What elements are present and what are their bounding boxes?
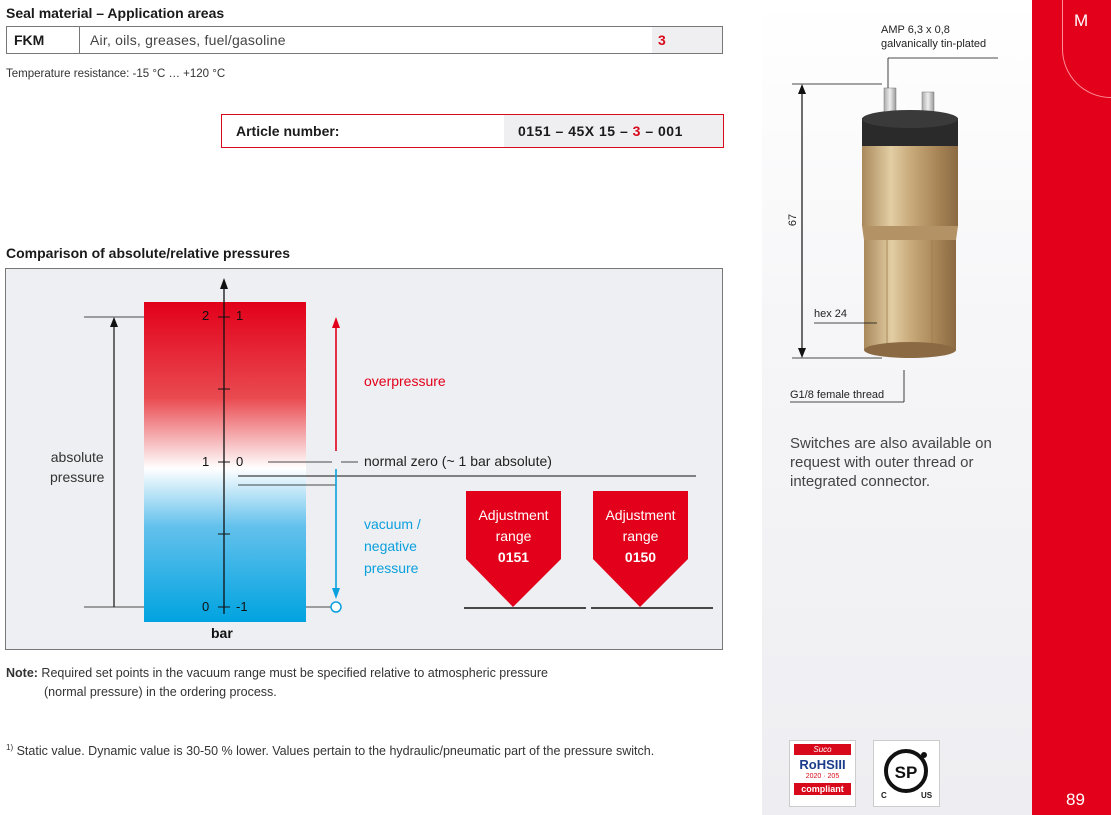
rel-label-0: 0 xyxy=(236,454,244,469)
tick-label-2: 2 xyxy=(202,308,210,323)
amp-label xyxy=(881,23,986,51)
amp-label-line2: galvanically tin-plated xyxy=(881,38,987,50)
adjustment-0151-line2: range xyxy=(495,528,532,544)
switch-body-hex xyxy=(864,240,956,350)
tick-label-1: 1 xyxy=(202,454,210,469)
absolute-pressure-label xyxy=(50,447,104,487)
csa-c: C xyxy=(881,791,887,800)
pressure-diagram xyxy=(5,268,723,650)
switch-cap-top xyxy=(862,110,958,128)
comparison-title: Comparison of absolute/relative pressures xyxy=(6,245,290,261)
bar-axis-head xyxy=(220,278,228,289)
normal-zero-label: normal zero (~ 1 bar absolute) xyxy=(364,453,552,469)
adjustment-0151-code: 0151 xyxy=(497,549,530,565)
adjustment-range-0151-label xyxy=(466,505,561,568)
rohs-title: RoHSIII xyxy=(799,757,846,772)
adjustment-0150-code: 0150 xyxy=(624,549,657,565)
rel-label-minus-1: -1 xyxy=(236,599,248,614)
csa-badge xyxy=(873,740,940,807)
note-label: Note: xyxy=(6,666,38,680)
axis-unit-label: bar xyxy=(211,625,233,641)
article-number-value xyxy=(504,115,723,147)
rel-label-1: 1 xyxy=(236,308,244,323)
overpressure-arrow-head xyxy=(332,317,340,328)
tick-label-0: 0 xyxy=(202,599,210,614)
vacuum-label-line3: pressure xyxy=(364,560,419,576)
adjustment-0150-line2: range xyxy=(622,528,659,544)
temperature-resistance: Temperature resistance: -15 °C … +120 °C xyxy=(6,68,226,80)
footnote xyxy=(6,743,654,758)
vacuum-arrow-head xyxy=(332,588,340,599)
switch-availability-note: Switches are also available on request with outer thread or integrated connector. xyxy=(790,435,992,490)
page-number: 89 xyxy=(1066,790,1085,809)
product-drawing xyxy=(762,0,1032,420)
svg-text:SP: SP xyxy=(894,763,918,782)
height-label: 67 xyxy=(787,213,800,227)
switch-bottom xyxy=(864,342,956,358)
hex-label: hex 24 xyxy=(814,308,848,320)
vacuum-label-line1: vacuum / xyxy=(364,516,421,532)
rohs-compliant: compliant xyxy=(794,783,851,795)
switch-body-upper xyxy=(862,146,958,226)
absolute-label-line1: absolute xyxy=(50,449,104,465)
note-text-2: (normal pressure) in the ordering process. xyxy=(44,685,277,699)
footnote-mark: 1) xyxy=(6,743,14,752)
article-number-label: Article number: xyxy=(236,123,340,139)
article-code: 3 xyxy=(632,123,641,139)
note xyxy=(6,664,548,702)
adjustment-0150-line1: Adjustment xyxy=(605,507,676,523)
footnote-text: Static value. Dynamic value is 30-50 % lower. Values pertain to the hydraulic/pneumatic part of the pressure switch. xyxy=(13,744,655,759)
amp-label-line1: AMP 6,3 x 0,8 xyxy=(881,24,950,36)
seal-material: FKM xyxy=(7,27,80,53)
vacuum-end-circle xyxy=(331,602,341,612)
csa-us: US xyxy=(921,791,933,800)
rohs-brand: Suco xyxy=(794,744,851,755)
seal-section-title: Seal material – Application areas xyxy=(6,5,225,21)
side-bar xyxy=(1032,0,1111,815)
overpressure-label: overpressure xyxy=(364,373,446,389)
seal-table xyxy=(6,26,723,54)
rohs-years: 2020 · 205 xyxy=(805,773,840,780)
article-number-box xyxy=(221,114,724,148)
adjustment-0151-line1: Adjustment xyxy=(478,507,549,523)
absolute-arrow-head xyxy=(110,317,118,327)
rohs-badge xyxy=(789,740,856,807)
absolute-label-line2: pressure xyxy=(50,469,105,485)
article-prefix: 0151 – 45X 15 – xyxy=(518,123,633,139)
seal-application-areas: Air, oils, greases, fuel/gasoline xyxy=(90,32,286,48)
vacuum-label xyxy=(364,513,421,579)
adjustment-range-0150-label xyxy=(593,505,688,568)
note-text-1: Required set points in the vacuum range must be specified relative to atmospheric pressure xyxy=(37,666,548,680)
seal-code: 3 xyxy=(652,27,722,53)
article-suffix: – 001 xyxy=(640,123,683,139)
thread-label: G1/8 female thread xyxy=(790,389,885,401)
switch-body-chamfer xyxy=(862,226,958,240)
side-tab-label: M xyxy=(1074,11,1089,30)
note-line1 xyxy=(6,664,548,683)
vacuum-label-line2: negative xyxy=(364,538,417,554)
